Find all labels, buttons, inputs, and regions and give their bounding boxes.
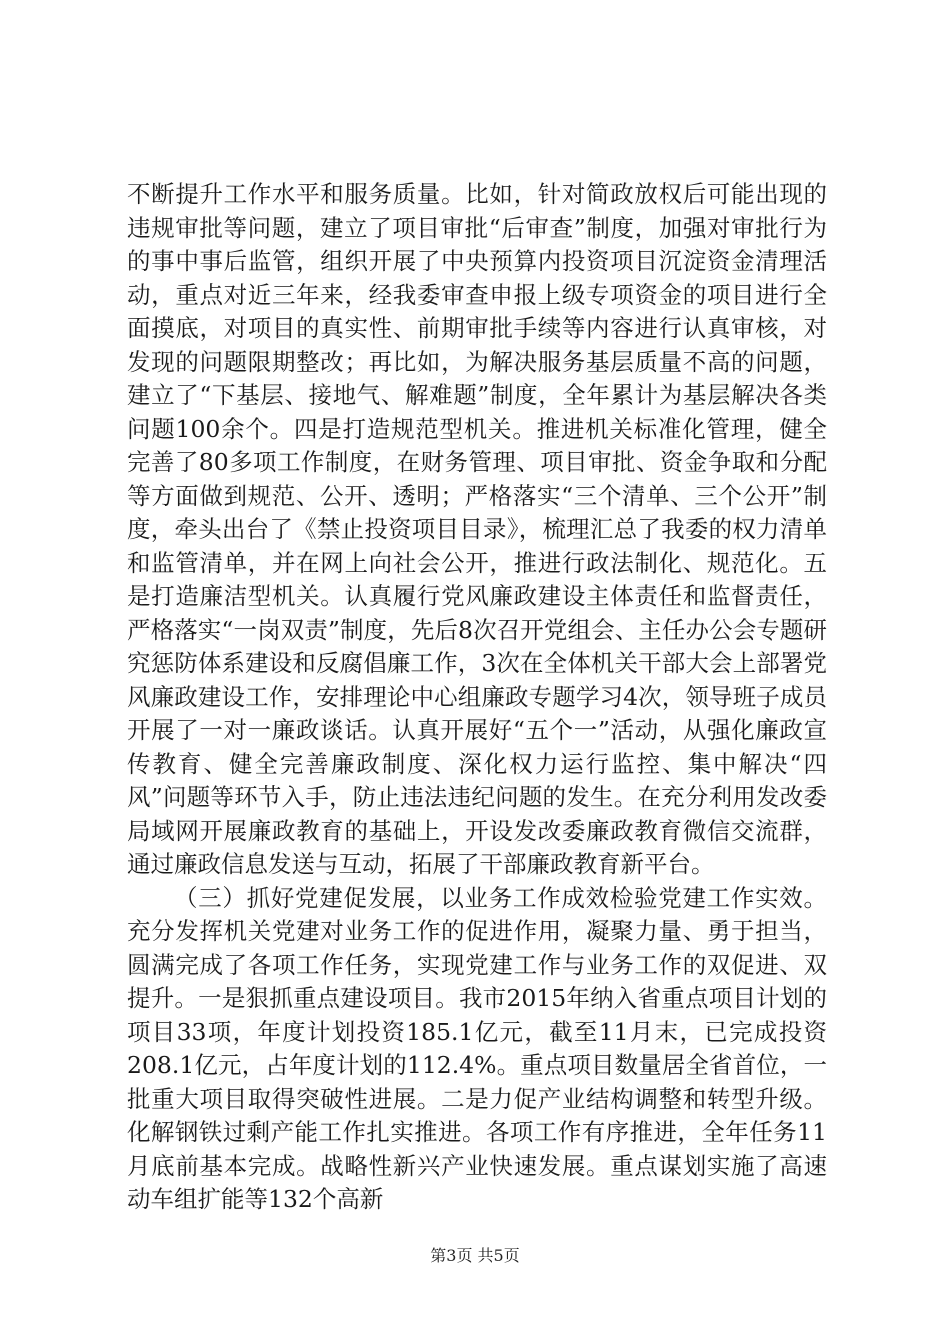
page-footer: 第3页 共5页 xyxy=(430,1246,520,1265)
paragraph-section-three: （三）抓好党建促发展，以业务工作成效检验党建工作实效。充分发挥机关党建对业务工作的促进作用，凝聚力量、勇于担当，圆满完成了各项工作任务，实现党建工作与业务工作的双促进、双提升。一是狠抓重点建设项目。我市2015年纳入省重点项目计划的项目33项，年度计划投资185.1亿元，截至11月末，已完成投资208.1亿元，占年度计划的112.4%。重点项目数量居全省首位，一批重大项目取得突破性进展。二是力促产业结构调整和转型升级。化解钢铁过剩产能工作扎实推进。各项工作有序推进，全年任务11月底前基本完成。战略性新兴产业快速发展。重点谋划实施了高速动车组扩能等132个高新 xyxy=(127,883,827,1213)
document-body xyxy=(127,178,827,1217)
paragraph-continuation: 不断提升工作水平和服务质量。比如，针对简政放权后可能出现的违规审批等问题，建立了项目审批“后审查”制度，加强对审批行为的事中事后监管，组织开展了中央预算内投资项目沉淀资金清理活动，重点对近三年来，经我委审查申报上级专项资金的项目进行全面摸底，对项目的真实性、前期审批手续等内容进行认真审核，对发现的问题限期整改；再比如，为解决服务基层质量不高的问题，建立了“下基层、接地气、解难题”制度，全年累计为基层解决各类问题100余个。四是打造规范型机关。推进机关标准化管理，健全完善了80多项工作制度，在财务管理、项目审批、资金争取和分配等方面做到规范、公开、透明；严格落实“三个清单、三个公开”制度，牵头出台了《禁止投资项目目录》，梳理汇总了我委的权力清单和监管清单，并在网上向社会公开，推进行政法制化、规范化。五是打造廉洁型机关。认真履行党风廉政建设主体责任和监督责任，严格落实“一岗双责”制度，先后8次召开党组会、主任办公会专题研究惩防体系建设和反腐倡廉工作，3次在全体机关干部大会上部署党风廉政建设工作，安排理论中心组廉政专题学习4次，领导班子成员开展了一对一廉政谈话。认真开展好“五个一”活动，从强化廉政宣传教育、健全完善廉政制度、深化权力运行监控、集中解决“四风”问题等环节入手，防止违法违纪问题的发生。在充分利用发改委局域网开展廉政教育的基础上，开设发改委廉政教育微信交流群，通过廉政信息发送与互动，拓展了干部廉政教育新平台。 xyxy=(127,180,827,878)
